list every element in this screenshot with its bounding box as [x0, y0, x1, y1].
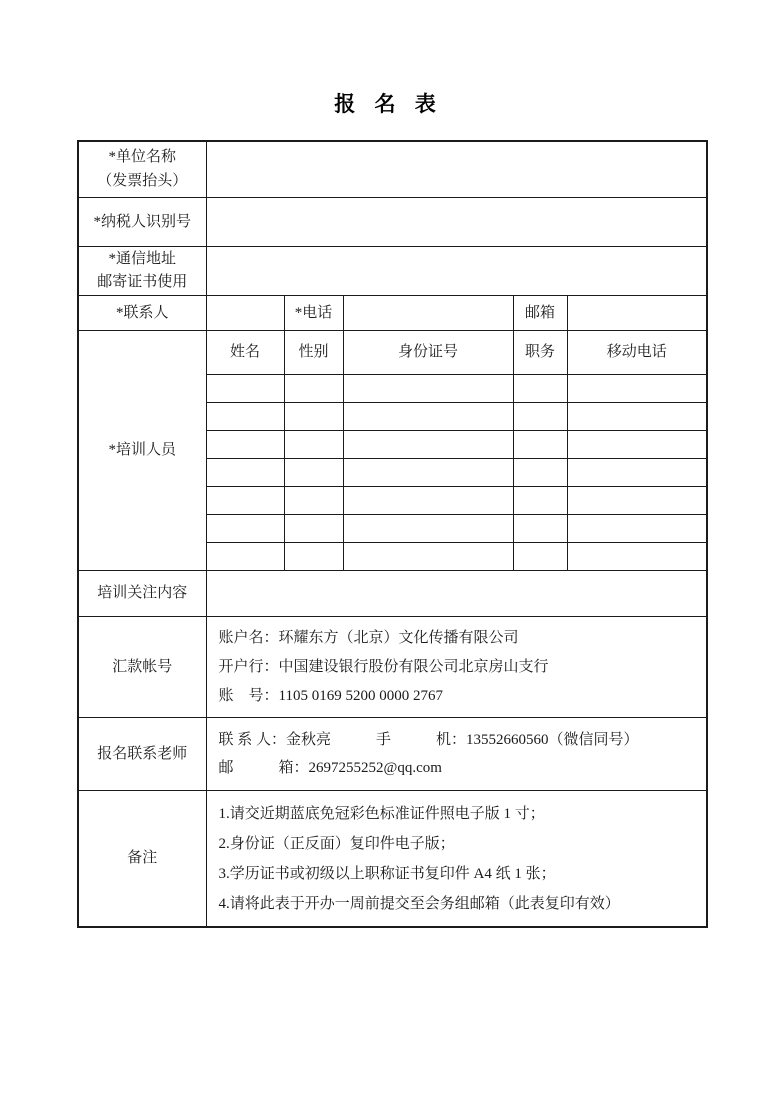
- trainee-row-7-cell-3[interactable]: [343, 543, 513, 571]
- teacher-contact-line: 联 系 人：金秋亮 手 机：13552660560（微信同号）: [218, 732, 639, 748]
- trainee-row-1-cell-2[interactable]: [284, 375, 343, 403]
- tax-id-row: [78, 198, 707, 247]
- trainee-col-id-number: 身份证号: [343, 331, 513, 375]
- address-input-cell[interactable]: [206, 247, 707, 296]
- trainee-row-5-cell-5[interactable]: [567, 487, 707, 515]
- trainee-row-7-cell-2[interactable]: [284, 543, 343, 571]
- contact-email-label: 邮箱: [513, 296, 567, 331]
- remarks-label: 备注: [78, 791, 206, 928]
- trainee-row-6-cell-2[interactable]: [284, 515, 343, 543]
- trainee-row-7-cell-5[interactable]: [567, 543, 707, 571]
- trainee-row-2-cell-1[interactable]: [206, 403, 284, 431]
- trainee-col-name: 姓名: [206, 331, 284, 375]
- trainee-row-6-cell-5[interactable]: [567, 515, 707, 543]
- contact-row: [78, 296, 707, 331]
- company-label-line1: *单位名称: [108, 149, 176, 166]
- trainee-row-2-cell-4[interactable]: [513, 403, 567, 431]
- trainee-row-7-cell-1[interactable]: [206, 543, 284, 571]
- trainee-header-row: [78, 331, 707, 375]
- trainee-row-3-cell-1[interactable]: [206, 431, 284, 459]
- trainee-row-7-cell-4[interactable]: [513, 543, 567, 571]
- trainee-row-5-cell-2[interactable]: [284, 487, 343, 515]
- trainee-row-1-cell-5[interactable]: [567, 375, 707, 403]
- registration-teacher-row: [78, 718, 707, 791]
- contact-email-input-cell[interactable]: [567, 296, 707, 331]
- address-label-line2: 邮寄证书使用: [97, 274, 188, 290]
- trainee-row-4-cell-1[interactable]: [206, 459, 284, 487]
- remittance-row: [78, 617, 707, 718]
- remarks-item-1: 1.请交近期蓝底免冠彩色标准证件照电子版 1 寸；: [218, 805, 545, 822]
- trainee-row-1-cell-4[interactable]: [513, 375, 567, 403]
- trainee-row-3-cell-5[interactable]: [567, 431, 707, 459]
- remarks-content-cell: [206, 791, 707, 928]
- address-label-line1: *通信地址: [108, 250, 176, 267]
- remarks-row: [78, 791, 707, 928]
- trainee-row-2-cell-2[interactable]: [284, 403, 343, 431]
- address-row: [78, 247, 707, 296]
- trainee-row-4-cell-5[interactable]: [567, 459, 707, 487]
- trainee-row-6-cell-4[interactable]: [513, 515, 567, 543]
- contact-name-input-cell[interactable]: [206, 296, 284, 331]
- trainee-row-5-cell-3[interactable]: [343, 487, 513, 515]
- trainee-row-5-cell-1[interactable]: [206, 487, 284, 515]
- trainees-label: *培训人员: [78, 331, 206, 571]
- training-focus-label: 培训关注内容: [78, 571, 206, 617]
- page-title: 报 名 表: [334, 92, 443, 116]
- trainee-col-gender: 性别: [284, 331, 343, 375]
- trainee-col-mobile: 移动电话: [567, 331, 707, 375]
- registration-form-table: [77, 140, 708, 928]
- remarks-item-3: 3.学历证书或初级以上职称证书复印件 A4 纸 1 张；: [218, 865, 556, 882]
- contact-phone-input-cell[interactable]: [343, 296, 513, 331]
- trainee-row-3-cell-4[interactable]: [513, 431, 567, 459]
- trainee-row-4-cell-2[interactable]: [284, 459, 343, 487]
- remittance-account-number: 账 号：1105 0169 5200 0000 2767: [218, 687, 443, 704]
- trainee-row-4-cell-4[interactable]: [513, 459, 567, 487]
- teacher-label: 报名联系老师: [78, 718, 206, 791]
- trainee-row-2-cell-5[interactable]: [567, 403, 707, 431]
- teacher-email-line: 邮 箱：2697255252@qq.com: [218, 760, 442, 776]
- trainee-col-position: 职务: [513, 331, 567, 375]
- remittance-account-name: 账户名：环耀东方（北京）文化传播有限公司: [218, 629, 519, 646]
- training-focus-input-cell[interactable]: [206, 571, 707, 617]
- company-row: [78, 141, 707, 198]
- remarks-item-4: 4.请将此表于开办一周前提交至会务组邮箱（此表复印有效）: [218, 895, 620, 912]
- remittance-info-cell: [206, 617, 707, 718]
- remittance-label: 汇款帐号: [78, 617, 206, 718]
- trainee-row-6-cell-1[interactable]: [206, 515, 284, 543]
- address-label: [78, 247, 206, 296]
- tax-id-input-cell[interactable]: [206, 198, 707, 247]
- training-focus-row: [78, 571, 707, 617]
- teacher-info-cell: [206, 718, 707, 791]
- trainee-row-4-cell-3[interactable]: [343, 459, 513, 487]
- trainee-row-5-cell-4[interactable]: [513, 487, 567, 515]
- trainee-row-1-cell-3[interactable]: [343, 375, 513, 403]
- trainee-row-2-cell-3[interactable]: [343, 403, 513, 431]
- remittance-bank: 开户行：中国建设银行股份有限公司北京房山支行: [218, 658, 549, 675]
- trainee-row-3-cell-2[interactable]: [284, 431, 343, 459]
- trainee-row-3-cell-3[interactable]: [343, 431, 513, 459]
- remarks-item-2: 2.身份证（正反面）复印件电子版；: [218, 835, 455, 852]
- company-input-cell[interactable]: [206, 141, 707, 198]
- contact-name-label: *联系人: [78, 296, 206, 331]
- contact-phone-label: *电话: [284, 296, 343, 331]
- company-label: [78, 141, 206, 198]
- trainee-row-1-cell-1[interactable]: [206, 375, 284, 403]
- tax-id-label: *纳税人识别号: [78, 198, 206, 247]
- company-label-line2: （发票抬头）: [97, 172, 188, 189]
- trainee-row-6-cell-3[interactable]: [343, 515, 513, 543]
